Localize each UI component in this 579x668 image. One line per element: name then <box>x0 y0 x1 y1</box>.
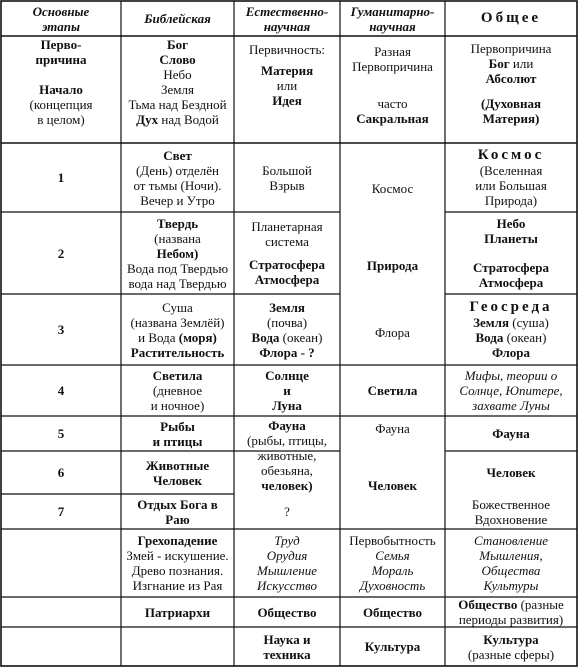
light-line-2: от тьмы (Ночи). <box>133 177 222 193</box>
nature-label: Природа <box>366 257 419 273</box>
big-bang-line-1: Большой <box>262 162 312 178</box>
technology-label: техника <box>263 646 311 662</box>
inspiration-line-2: Вдохновение <box>474 511 548 527</box>
natural-earth-label: Земля <box>269 299 305 315</box>
header-stages <box>1 1 121 36</box>
header-natural-line-1: Естественно- <box>245 3 329 19</box>
patriarchs-label: Патриархи <box>144 604 211 620</box>
fish-label: Рыбы <box>160 418 195 434</box>
humanities-cosmos-label: Космос <box>371 180 414 196</box>
named-label: (названа <box>154 230 201 246</box>
morality-label: Мораль <box>371 563 414 578</box>
god-label: Бог <box>167 37 188 52</box>
cell-natural-science-tech <box>234 627 340 666</box>
cell-general-fauna <box>445 416 577 451</box>
stage-number-2 <box>1 212 121 294</box>
cell-general-formation <box>445 529 577 597</box>
primacy-label: Первичность: <box>248 42 326 57</box>
myths-line-2: Солнце, Юпитере, <box>459 383 563 398</box>
general-god-label: Бог <box>488 56 510 71</box>
soil-label: (почва) <box>266 314 308 330</box>
animals-label: Животные <box>145 457 210 473</box>
header-general-label: Общее <box>480 10 542 26</box>
luminaries-line-2: и ночное) <box>150 398 205 413</box>
vegetation-label: Растительность <box>130 344 225 360</box>
birds-label: и птицы <box>152 433 203 449</box>
cell-natural-first-cause <box>234 36 340 143</box>
and-label: и <box>283 383 291 398</box>
big-bang-line-2: Взрыв <box>269 177 305 193</box>
question-label: ? <box>284 504 290 519</box>
beginning-note-line-1: (концепция <box>29 97 93 112</box>
spiritual-line-2: Материя) <box>482 111 540 126</box>
cell-humanities-luminaries <box>340 365 445 416</box>
cell-stage-patriarchs <box>1 597 121 627</box>
stage-number-1 <box>1 143 121 212</box>
general-society-label: Общество <box>458 597 518 612</box>
luminaries-line-1: (дневное <box>152 383 203 398</box>
stage-number-4 <box>1 365 121 416</box>
fauna-line-1: (рыбы, птицы, <box>247 432 327 448</box>
humanities-society-label: Общество <box>362 604 423 620</box>
natural-water-label: Вода <box>251 329 280 345</box>
cell-humanities-man <box>340 441 445 529</box>
stratosphere-label: Стратосфера <box>249 257 325 272</box>
cell-biblical-fish-birds <box>121 416 234 451</box>
art-label: Искусство <box>257 578 317 593</box>
named-earth-label: (названа Землёй) <box>130 314 225 330</box>
header-general <box>445 1 577 36</box>
natural-fauna-label: Фауна <box>268 417 306 433</box>
ocean-label: (океан) <box>282 329 323 345</box>
general-man-label: Человек <box>486 465 536 480</box>
cell-biblical-first-cause <box>121 36 234 143</box>
cell-biblical-firmament <box>121 212 234 294</box>
beginning-note-line-2: в целом) <box>37 112 85 127</box>
and-water-label: и Вода <box>138 329 176 345</box>
general-stratosphere-label: Стратосфера <box>473 260 549 275</box>
atmosphere-label: Атмосфера <box>254 272 320 287</box>
inspiration-line-1: Божественное <box>471 496 551 512</box>
darkness-label: Тьма над Бездной <box>128 97 227 112</box>
fall-line-2: Древо познания. <box>131 563 224 578</box>
formation-line-1: Становление <box>474 533 548 548</box>
thinking-label: Мышление <box>257 563 317 578</box>
humanities-culture-label: Культура <box>364 639 421 654</box>
general-earth-label: Земля <box>473 314 509 330</box>
header-biblical <box>121 1 234 36</box>
society-note-line-2: периоды развития) <box>458 612 564 627</box>
rest-line-1: Отдых Бога в <box>137 496 218 512</box>
general-water-label: Вода <box>475 329 504 345</box>
stage-4-label: 4 <box>57 383 65 398</box>
word-label: Слово <box>159 52 196 67</box>
cell-general-sky <box>445 212 577 294</box>
often-label: часто <box>377 96 408 111</box>
stage-6-label: 6 <box>57 465 65 480</box>
spiritual-line-1: (Духовная <box>481 96 541 111</box>
cell-natural-planetary <box>234 212 340 294</box>
cell-biblical-land <box>121 294 234 365</box>
formation-line-3: Общества <box>481 563 541 578</box>
geosphere-label: Геосреда <box>469 298 553 315</box>
cell-biblical-culture <box>121 627 234 666</box>
header-stages-line-1: Основные <box>32 3 90 19</box>
heaven-label: Небо <box>163 67 192 82</box>
general-land-label: (суша) <box>512 314 549 330</box>
cell-humanities-primitive <box>340 529 445 597</box>
cell-humanities-first-cause <box>340 36 445 143</box>
header-humanities <box>340 1 445 36</box>
sun-label: Солнце <box>265 368 309 383</box>
cell-biblical-fall <box>121 529 234 597</box>
fall-label: Грехопадение <box>137 533 218 548</box>
cell-general-society <box>445 597 577 627</box>
light-line-1: (День) отделён <box>135 162 219 178</box>
light-label: Свет <box>163 147 192 163</box>
cell-biblical-animals <box>121 451 234 494</box>
cell-natural-question <box>234 494 340 529</box>
general-ocean-label: (океан) <box>506 329 547 345</box>
cell-natural-big-bang <box>234 143 340 212</box>
general-cosmos-label: Космос <box>477 146 545 163</box>
general-first-cause-label: Первопричина <box>470 41 552 56</box>
cell-biblical-luminaries <box>121 365 234 416</box>
header-stages-line-2: этапы <box>41 18 81 34</box>
first-cause-line-1: Перво- <box>40 37 82 52</box>
stage-number-6 <box>1 451 121 494</box>
header-biblical-label: Библейская <box>144 11 211 26</box>
seas-label: (моря) <box>178 329 217 345</box>
first-cause-line-2: причина <box>35 52 87 67</box>
header-humanities-line-2: научная <box>369 18 416 34</box>
cell-first-cause-stage <box>1 36 121 143</box>
general-sky-label: Небо <box>496 216 526 231</box>
labor-label: Труд <box>274 533 300 548</box>
stage-number-5 <box>1 416 121 451</box>
header-natural-science <box>234 1 340 36</box>
over-water-label: над Водой <box>161 112 219 127</box>
stage-5-label: 5 <box>57 426 65 441</box>
different-line-1: Разная <box>374 44 411 59</box>
human-paren-label: человек) <box>261 477 313 493</box>
cosmos-line-3: Природа) <box>484 192 538 208</box>
beginning-label: Начало <box>39 82 83 97</box>
planetary-line-2: система <box>265 234 309 249</box>
cell-stage-fall <box>1 529 121 597</box>
idea-label: Идея <box>272 93 302 108</box>
primitive-label: Первобытность <box>349 533 436 548</box>
cell-biblical-rest <box>121 494 234 529</box>
cell-general-first-cause <box>445 36 577 143</box>
stage-2-label: 2 <box>57 245 65 261</box>
stage-number-3 <box>1 294 121 365</box>
rest-line-2: Раю <box>165 511 190 527</box>
planetary-line-1: Планетарная <box>251 219 323 234</box>
earth-label: Земля <box>161 82 194 97</box>
stage-number-7 <box>1 494 121 529</box>
cell-natural-labor <box>234 529 340 597</box>
or-label: или <box>276 78 298 93</box>
cell-general-man <box>445 451 577 494</box>
cell-general-culture <box>445 627 577 666</box>
different-line-2: Первопричина <box>352 59 433 74</box>
general-culture-label: Культура <box>483 631 539 647</box>
stage-1-label: 1 <box>57 170 65 185</box>
moon-label: Луна <box>272 398 302 413</box>
general-atmosphere-label: Атмосфера <box>478 275 544 290</box>
spirituality-label: Духовность <box>359 578 426 593</box>
man-label: Человек <box>152 472 203 488</box>
general-or-label: или <box>512 56 534 71</box>
firmament-label: Твердь <box>156 215 199 231</box>
cell-biblical-patriarchs <box>121 597 234 627</box>
cell-natural-earth <box>234 294 340 365</box>
fall-line-1: Змей - искушение. <box>126 548 229 563</box>
cell-general-inspiration <box>445 494 577 529</box>
general-flora-label: Флора <box>491 344 531 360</box>
cell-humanities-fauna <box>340 416 445 441</box>
formation-line-4: Культуры <box>483 578 539 593</box>
cell-humanities-culture <box>340 627 445 666</box>
header-humanities-line-1: Гуманитарно- <box>350 3 435 19</box>
header-natural-line-2: научная <box>263 18 311 34</box>
cell-humanities-flora <box>340 300 445 365</box>
spirit-label: Дух <box>136 112 159 127</box>
cell-humanities-society <box>340 597 445 627</box>
cell-biblical-light <box>121 143 234 212</box>
fauna-line-3: обезьяна, <box>261 462 313 478</box>
humanities-flora-label: Флора <box>375 325 410 340</box>
humanities-luminaries-label: Светила <box>367 383 418 398</box>
family-label: Семья <box>375 548 410 563</box>
general-planets-label: Планеты <box>484 231 538 246</box>
stage-3-label: 3 <box>57 322 65 337</box>
heaven-named-label: Небом) <box>156 245 199 261</box>
myths-line-1: Мифы, теории о <box>464 368 558 383</box>
society-note-line-1: (разные <box>520 597 564 612</box>
absolute-label: Абсолют <box>485 71 537 86</box>
cosmos-line-2: или Большая <box>475 177 547 193</box>
cell-natural-society <box>234 597 340 627</box>
luminaries-label: Светила <box>152 368 203 383</box>
cell-humanities-cosmos <box>340 143 445 233</box>
matter-label: Материя <box>260 63 314 78</box>
culture-note-label: (разные сферы) <box>467 646 555 662</box>
cell-natural-sun-moon <box>234 365 340 416</box>
firmament-line-2: вода над Твердью <box>128 275 227 291</box>
light-line-3: Вечер и Утро <box>140 192 215 208</box>
humanities-fauna-label: Фауна <box>375 421 410 436</box>
myths-line-3: захвате Луны <box>472 398 550 413</box>
general-fauna-label: Фауна <box>492 426 530 441</box>
fall-line-3: Изгнание из Рая <box>132 578 223 593</box>
firmament-line-1: Вода под Твердью <box>126 260 229 276</box>
stage-7-label: 7 <box>57 504 65 519</box>
science-label: Наука и <box>263 631 311 647</box>
fauna-line-2: животные, <box>257 447 317 463</box>
cell-general-geosphere <box>445 294 577 365</box>
cell-humanities-nature <box>340 233 445 297</box>
cell-natural-fauna <box>234 416 340 494</box>
sacral-label: Сакральная <box>356 111 429 126</box>
cell-stage-culture <box>1 627 121 666</box>
tools-label: Орудия <box>266 548 308 563</box>
humanities-man-label: Человек <box>367 477 418 493</box>
flora-question-label: Флора - ? <box>259 344 315 360</box>
cell-general-cosmos <box>445 143 577 212</box>
formation-line-2: Мышления, <box>479 548 543 563</box>
cell-general-myths <box>445 365 577 416</box>
cosmos-line-1: (Вселенная <box>479 162 543 178</box>
natural-society-label: Общество <box>257 604 317 620</box>
land-label: Суша <box>162 299 193 315</box>
